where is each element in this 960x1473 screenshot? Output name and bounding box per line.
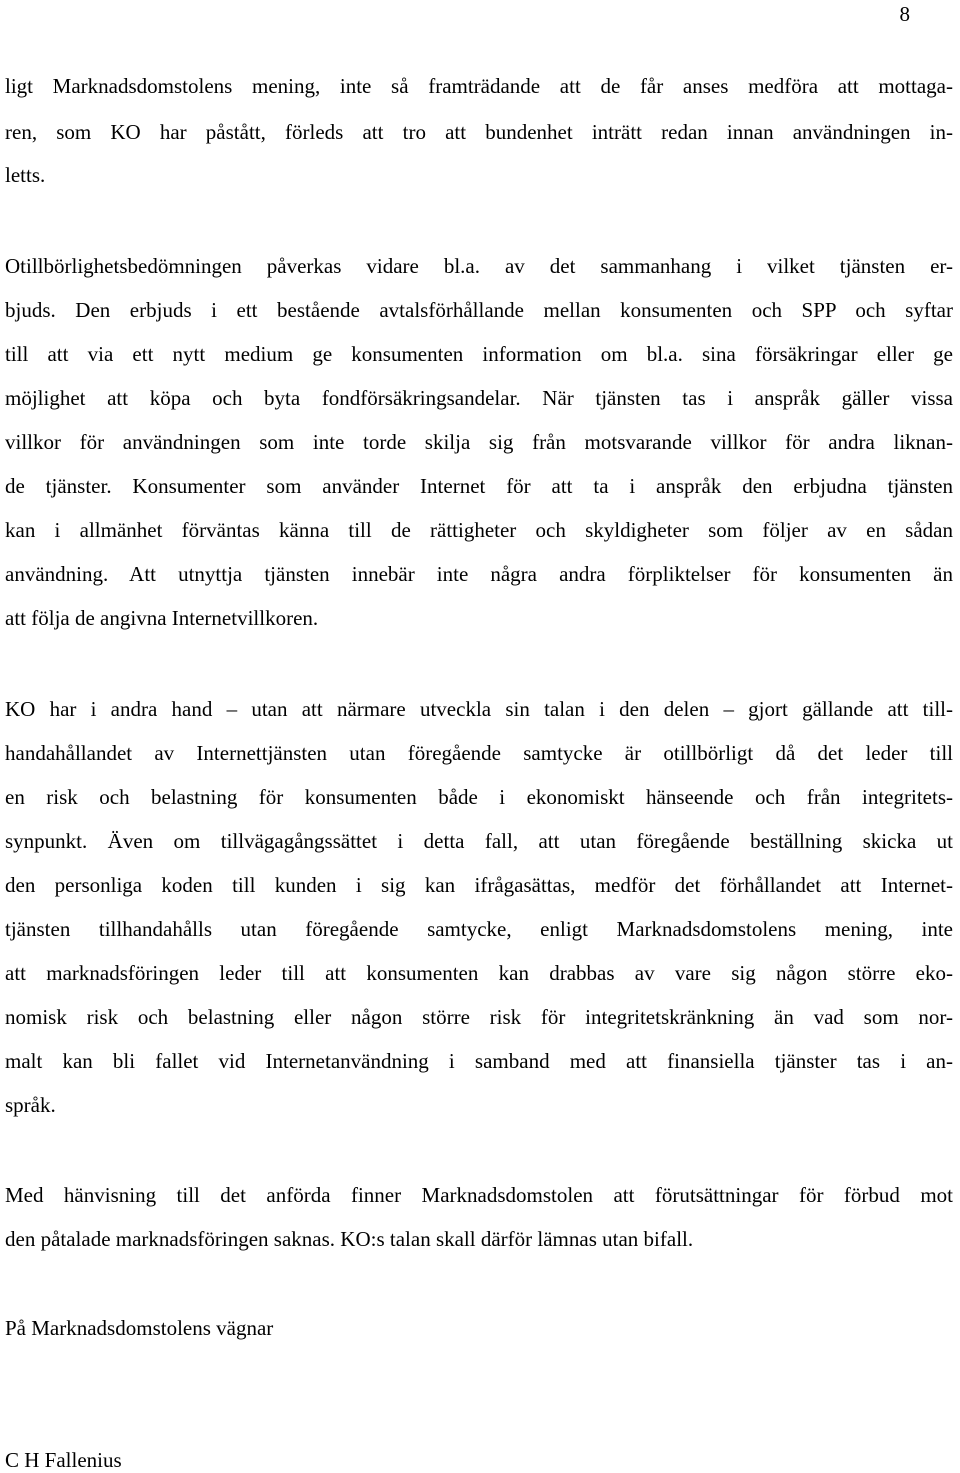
text-line: ligt Marknadsdomstolens mening, inte så framträdande att de får anses medföra att mottaga- <box>5 74 953 98</box>
text-line: att följa de angivna Internetvillkoren. <box>5 606 319 630</box>
text-line: synpunkt. Även om tillvägagångssättet i detta fall, att utan föregående beställning skicka ut <box>5 829 953 853</box>
text-line: kan i allmänhet förväntas känna till de rättigheter och skyldigheter som följer av en sådan <box>5 518 953 542</box>
text-line: letts. <box>5 163 46 187</box>
text-line: Med hänvisning till det anförda finner Marknadsdomstolen att förutsättningar för förbud mot <box>5 1183 953 1207</box>
text-line: malt kan bli fallet vid Internetanvändning i samband med att finansiella tjänster tas i an- <box>5 1049 953 1073</box>
closing-line: På Marknadsdomstolens vägnar <box>5 1316 274 1340</box>
text-line: de tjänster. Konsumenter som använder Internet för att ta i anspråk den erbjudna tjänsten <box>5 474 953 498</box>
text-line: KO har i andra hand – utan att närmare utveckla sin talan i den delen – gjort gällande att till- <box>5 697 953 721</box>
text-line: användning. Att utnyttja tjänsten innebär inte några andra förpliktelser för konsumenten än <box>5 562 953 586</box>
text-line: Otillbörlighetsbedömningen påverkas vidare bl.a. av det sammanhang i vilket tjänsten er- <box>5 254 953 278</box>
text-line: den personliga koden till kunden i sig kan ifrågasättas, medför det förhållandet att Internet- <box>5 873 953 897</box>
text-line: ren, som KO har påstått, förleds att tro att bundenhet inträtt redan innan användningen in- <box>5 120 953 144</box>
signatory-name: C H Fallenius <box>5 1448 122 1472</box>
text-line: handahållandet av Internettjänsten utan föregående samtycke är otillbörligt då det leder till <box>5 741 953 765</box>
text-line: bjuds. Den erbjuds i ett bestående avtalsförhållande mellan konsumenten och SPP och syftar <box>5 298 953 322</box>
text-line: möjlighet att köpa och byta fondförsäkringsandelar. När tjänsten tas i anspråk gäller vissa <box>5 386 953 410</box>
page-number: 8 <box>899 2 910 26</box>
text-line: villkor för användningen som inte torde skilja sig från motsvarande villkor för andra liknan- <box>5 430 953 454</box>
text-line: den påtalade marknadsföringen saknas. KO:s talan skall därför lämnas utan bifall. <box>5 1227 694 1251</box>
text-line: nomisk risk och belastning eller någon större risk för integritetskränkning än vad som nor- <box>5 1005 953 1029</box>
text-line: en risk och belastning för konsumenten både i ekonomiskt hänseende och från integritets- <box>5 785 953 809</box>
text-line: att marknadsföringen leder till att konsumenten kan drabbas av vare sig någon större eko- <box>5 961 953 985</box>
text-line: till att via ett nytt medium ge konsumenten information om bl.a. sina försäkringar eller ge <box>5 342 953 366</box>
text-line: språk. <box>5 1093 56 1117</box>
text-line: tjänsten tillhandahålls utan föregående samtycke, enligt Marknadsdomstolens mening, inte <box>5 917 953 941</box>
